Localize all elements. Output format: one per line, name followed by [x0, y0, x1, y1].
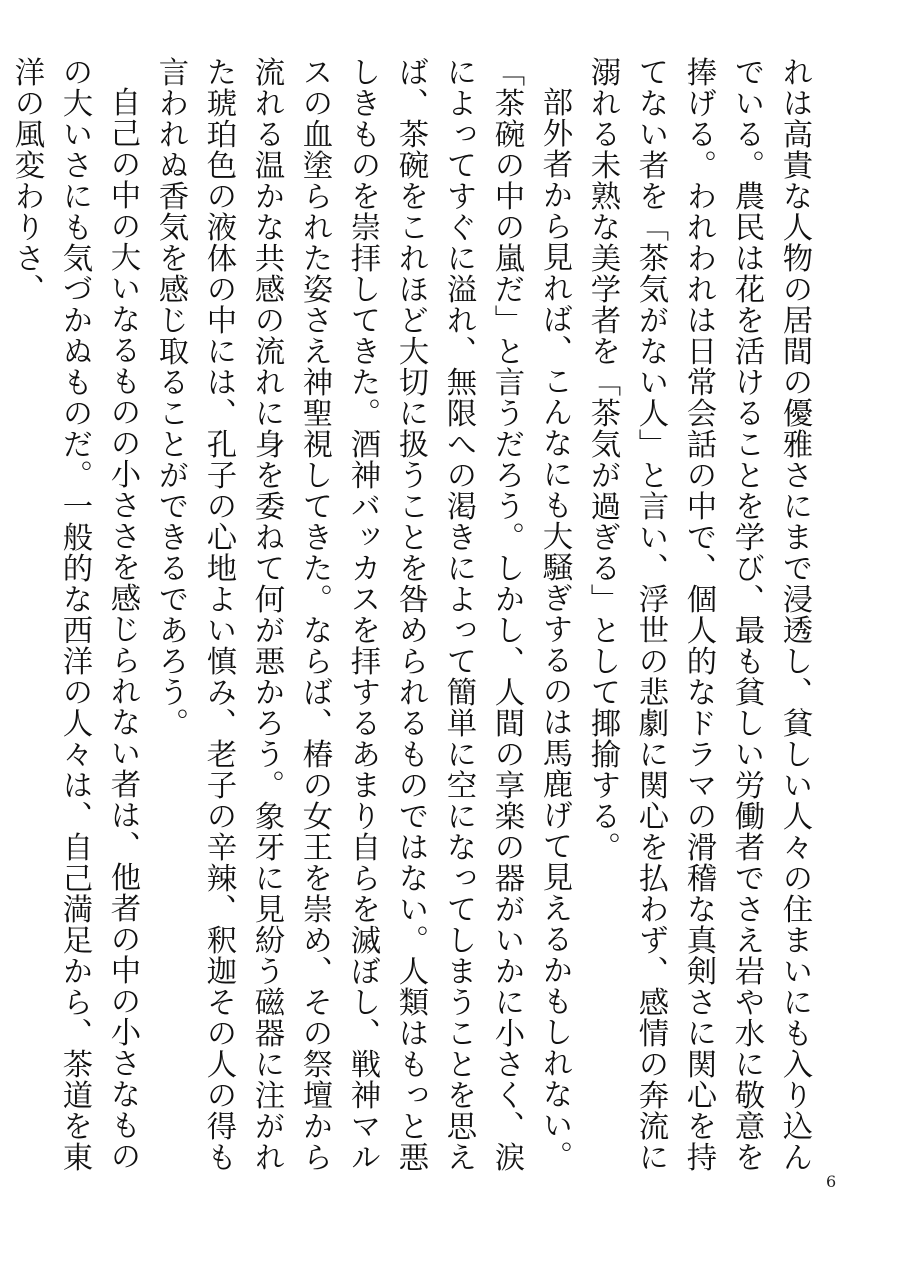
vertical-text-body: [9, 56, 818, 1186]
paragraph-3: 自己の中の大いなるものの小ささを感じられない者は、他者の中の小さなものの大いさにも気づかぬものだ。一般的な西洋の人々は、自己満足から、茶道を東洋の風変わりさ、: [9, 56, 140, 1172]
page-number: 6: [826, 1172, 837, 1191]
paragraph-1: れは高貴な人物の居間の優雅さにまで浸透し、貧しい人々の住まいにも入り込んでいる。農民は花を活けることを学び、最も貧しい労働者でさえ岩や水に敬意を捧げる。われわれは日常会話の中で、個人的なドラマの滑稽な真剣さに関心を持てない者を「茶気がない人」と言い、浮世の悲劇に関心を払わず、感情の奔流に溺れる未熟な美学者を「茶気が過ぎる」として揶揄する。: [585, 56, 812, 1172]
paragraph-2: 部外者から見れば、こんなにも大騒ぎするのは馬鹿げて見えるかもしれない。「茶碗の中の嵐だ」と言うだろう。しかし、人間の享楽の器がいかに小さく、涙によってすぐに溢れ、無限への渇きによって簡単に空になってしまうことを思えば、茶碗をこれほど大切に扱うことを咎められるものではない。人類はもっと悪しきものを崇拝してきた。酒神バッカスを拝するあまり自らを滅ぼし、戦神マルスの血塗られた姿さえ神聖視してきた。ならば、椿の女王を崇め、その祭壇から流れる温かな共感の流れに身を委ねて何が悪かろう。象牙に見紛う磁器に注がれた琥珀色の液体の中には、孔子の心地よい慎み、老子の辛辣、釈迦その人の得も言われぬ香気を感じ取ることができるであろう。: [153, 56, 572, 1172]
